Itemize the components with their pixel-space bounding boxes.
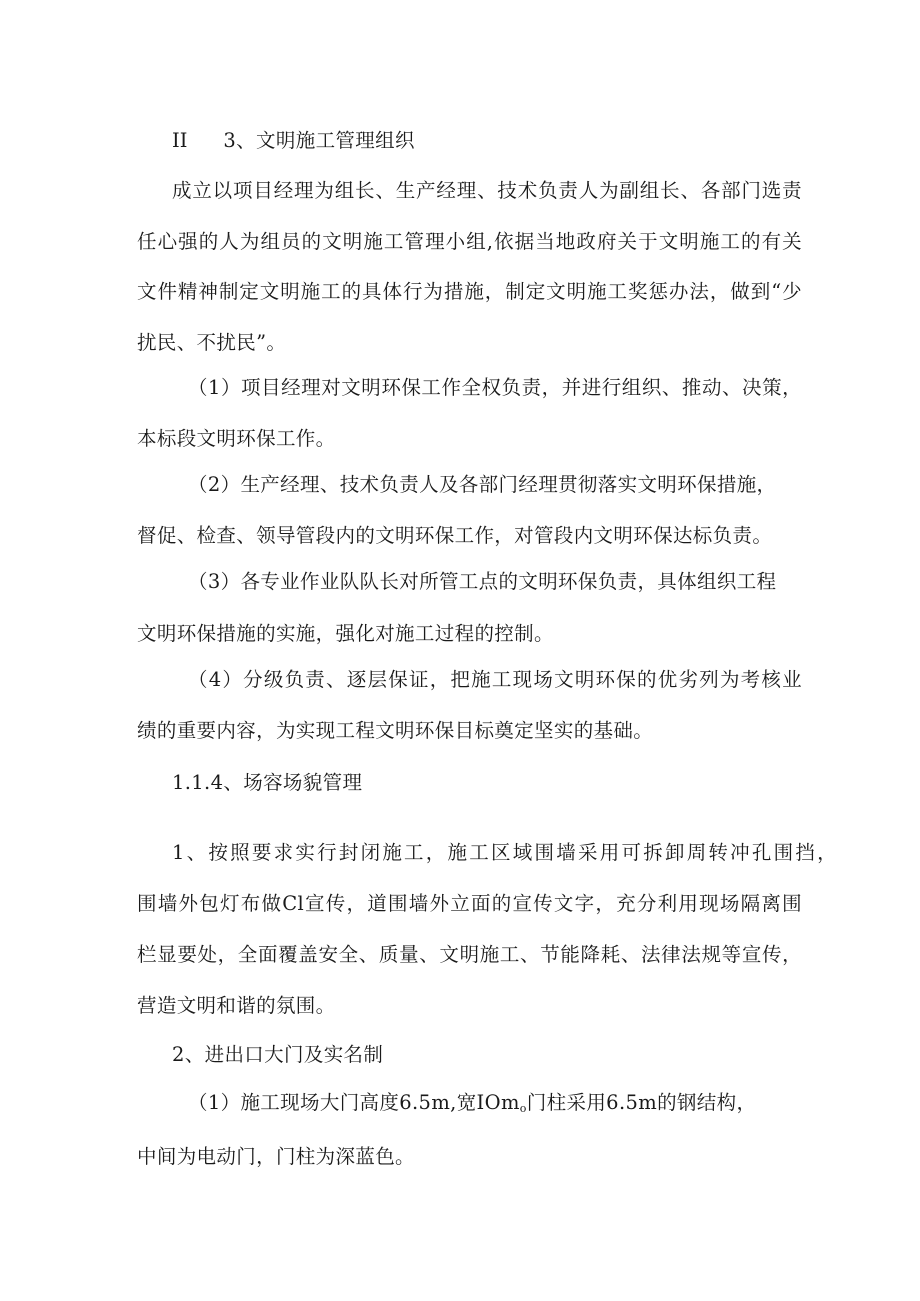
paragraph-line: 文件精神制定文明施工的具体行为措施，制定文明施工奖惩办法，做到“少 [137,280,802,303]
sub-item-line: 中间为电动门，门柱为深蓝色。 [137,1145,415,1168]
paragraph-line: 围墙外包灯布做Cl宣传，道围墙外立面的宣传文字，充分利用现场隔离围 [137,892,802,915]
paragraph-line: 营造文明和谐的氛围。 [137,994,336,1017]
list-item-line: （4）分级负责、逐层保证，把施工现场文明环保的优劣列为考核业 [188,668,802,691]
roman-numeral: II [172,129,188,152]
paragraph-line: 栏显要处，全面覆盖安全、质量、文明施工、节能降耗、法律法规等宣传， [137,943,802,966]
sub-item-text: （1）施工现场大门高度6.5m,宽IOm [188,1091,520,1114]
list-item-line: 文明环保措施的实施，强化对施工过程的控制。 [137,622,554,645]
section-3-heading [172,128,802,154]
paragraph-line: 任心强的人为组员的文明施工管理小组,依据当地政府关于文明施工的有关 [137,230,802,253]
section-114-heading: 1.1.4、场容场貌管理 [172,771,363,794]
paragraph-line: 成立以项目经理为组长、生产经理、技术负责人为副组长、各部门选责 [172,179,802,202]
list-item-line: （1）项目经理对文明环保工作全权负责，并进行组织、推动、决策， [188,376,802,399]
list-item-line: 督促、检查、领导管段内的文明环保工作，对管段内文明环保达标负责。 [137,524,773,547]
sub-item-text: 门柱采用6.5m的钢结构， [526,1091,757,1114]
list-item-line: 绩的重要内容，为实现工程文明环保目标奠定坚实的基础。 [137,719,654,742]
paragraph-line: 扰民、不扰民”。 [137,331,287,354]
list-item-line: 本标段文明环保工作。 [137,427,336,450]
point-2-heading: 2、进出口大门及实名制 [172,1043,384,1066]
paragraph-line: 1、按照要求实行封闭施工，施工区域围墙采用可拆卸周转冲孔围挡， [172,841,837,864]
list-item-line: （3）各专业作业队队长对所管工点的文明环保负责，具体组织工程 [188,570,777,593]
section-title: 3、文明施工管理组织 [223,129,415,152]
subscript-mark: o [519,1102,527,1115]
sub-item-line [188,1090,802,1122]
list-item-line: （2）生产经理、技术负责人及各部门经理贯彻落实文明环保措施， [188,473,777,496]
